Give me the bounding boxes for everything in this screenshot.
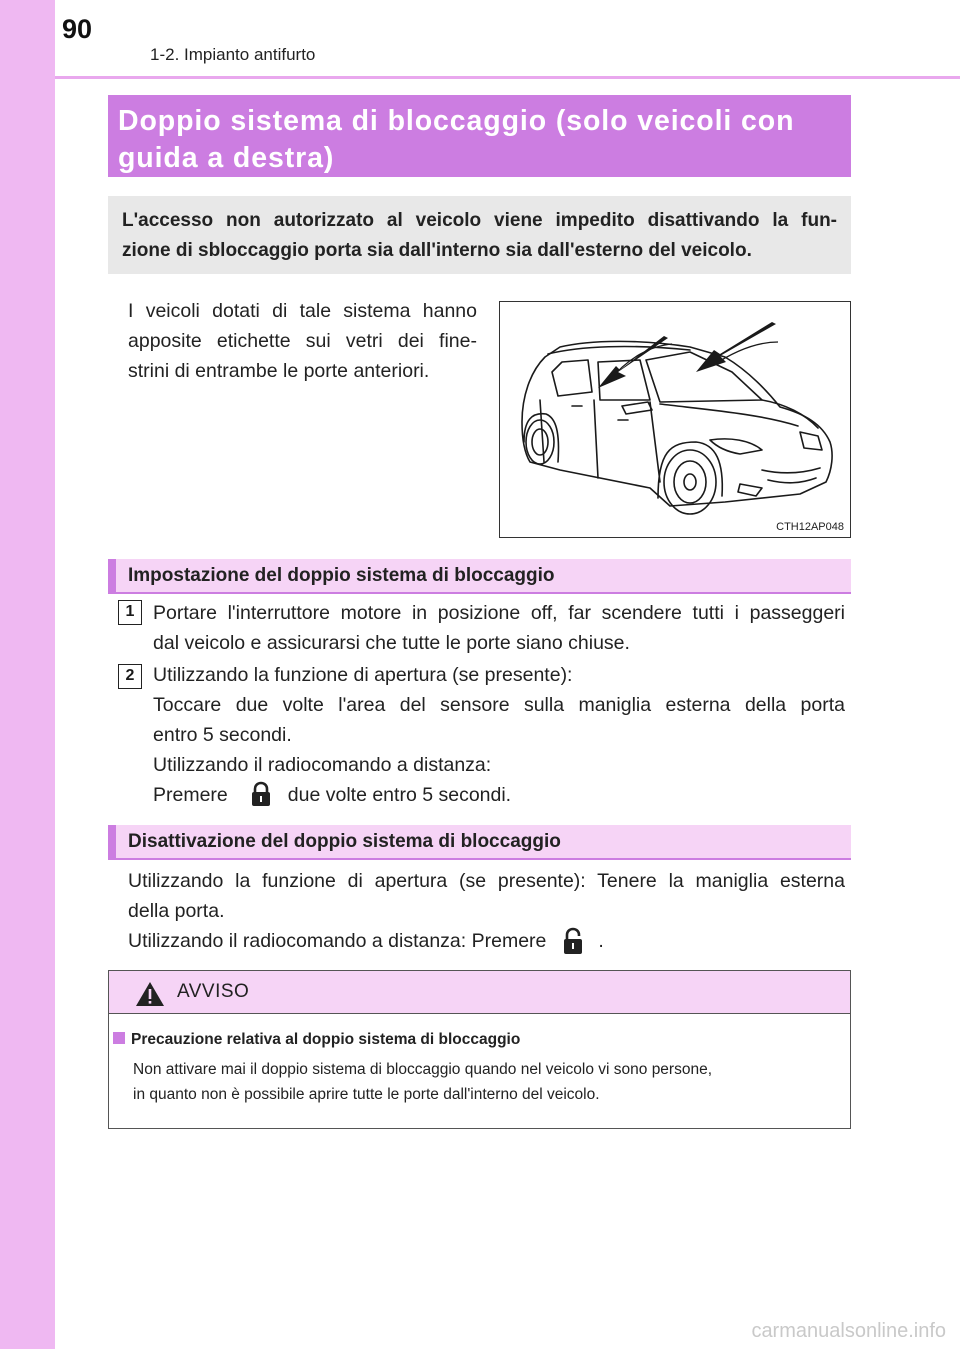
setting-heading-box — [108, 559, 851, 594]
cancel-heading-box — [108, 825, 851, 860]
cancel-line-1: Utilizzando la funzione di apertura (se presente): Tenere la maniglia esterna — [128, 870, 845, 892]
unlock-icon — [560, 927, 586, 955]
step-2-line-2a: Toccare due volte l'area del sensore sulla maniglia esterna della porta — [153, 694, 845, 716]
section-reference: 1-2. Impianto antifurto — [150, 45, 316, 64]
car-illustration — [499, 301, 851, 538]
paragraph — [128, 296, 477, 386]
step-2-line-3: Utilizzando il radiocomando a distanza: — [153, 754, 492, 776]
setting-heading: Impostazione del doppio sistema di bloccaggio — [128, 565, 555, 586]
side-band — [0, 0, 55, 1349]
figure-code: CTH12AP048 — [776, 521, 844, 533]
step-2-press-after: due volte entro 5 secondi. — [287, 784, 512, 806]
step-1-line-1: Portare l'interruttore motore in posizione off, far scendere tutti i passeggeri — [153, 602, 845, 624]
car-with-window-label-arrows-icon — [500, 302, 850, 537]
intro-line-2: zione di sbloccaggio porta sia dall'interno sia dall'esterno del veicolo. — [122, 240, 752, 261]
step-2-press-label: Premere — [153, 784, 228, 806]
warning-box — [108, 970, 851, 1129]
step-2-line-4 — [153, 780, 845, 810]
warning-triangle-icon — [135, 981, 165, 1007]
step-number-2: 2 — [118, 664, 142, 689]
warning-desc-line-1: Non attivare mai il doppio sistema di bloccaggio quando nel veicolo vi sono persone, — [133, 1061, 713, 1078]
paragraph-line-3: strini di entrambe le porte anteriori. — [128, 360, 430, 382]
step-2-line-2b: entro 5 secondi. — [153, 724, 292, 746]
step-1-text — [153, 598, 845, 658]
warning-item-title — [113, 1031, 520, 1049]
cancel-press-after: . — [598, 930, 604, 952]
cancel-heading: Disattivazione del doppio sistema di bloccaggio — [128, 831, 561, 852]
warning-header — [109, 971, 850, 1014]
step-number-1: 1 — [118, 600, 142, 625]
warning-item-text: Precauzione relativa al doppio sistema di bloccaggio — [131, 1031, 521, 1048]
intro-line-1: L'accesso non autorizzato al veicolo viene impedito disattivando la fun- — [122, 210, 837, 231]
page-title: Doppio sistema di bloccaggio (solo veicoli con guida a destra) — [118, 105, 795, 174]
paragraph-line-2: apposite etichette sui vetri dei fine- — [128, 330, 477, 352]
warning-description — [133, 1057, 838, 1107]
step-2-text — [153, 660, 845, 810]
intro-box — [108, 196, 851, 274]
header-rule — [55, 76, 960, 79]
lock-icon — [248, 781, 274, 807]
warning-desc-line-2: in quanto non è possibile aprire tutte le porte dall'interno del veicolo. — [133, 1086, 600, 1103]
footer-watermark: carmanualsonline.info — [751, 1320, 946, 1342]
paragraph-line-1: I veicoli dotati di tale sistema hanno — [128, 300, 477, 322]
square-bullet-icon — [113, 1032, 125, 1044]
step-2-line-1: Utilizzando la funzione di apertura (se presente): — [153, 664, 573, 686]
cancel-text — [128, 866, 845, 956]
warning-title: AVVISO — [177, 981, 250, 1002]
title-box — [108, 95, 851, 177]
step-1-line-2: dal veicolo e assicurarsi che tutte le porte siano chiuse. — [153, 632, 630, 654]
cancel-press-label: Utilizzando il radiocomando a distanza: Premere — [128, 930, 547, 952]
page-number: 90 — [62, 14, 93, 44]
cancel-line-3 — [128, 926, 845, 956]
cancel-line-2: della porta. — [128, 900, 225, 922]
